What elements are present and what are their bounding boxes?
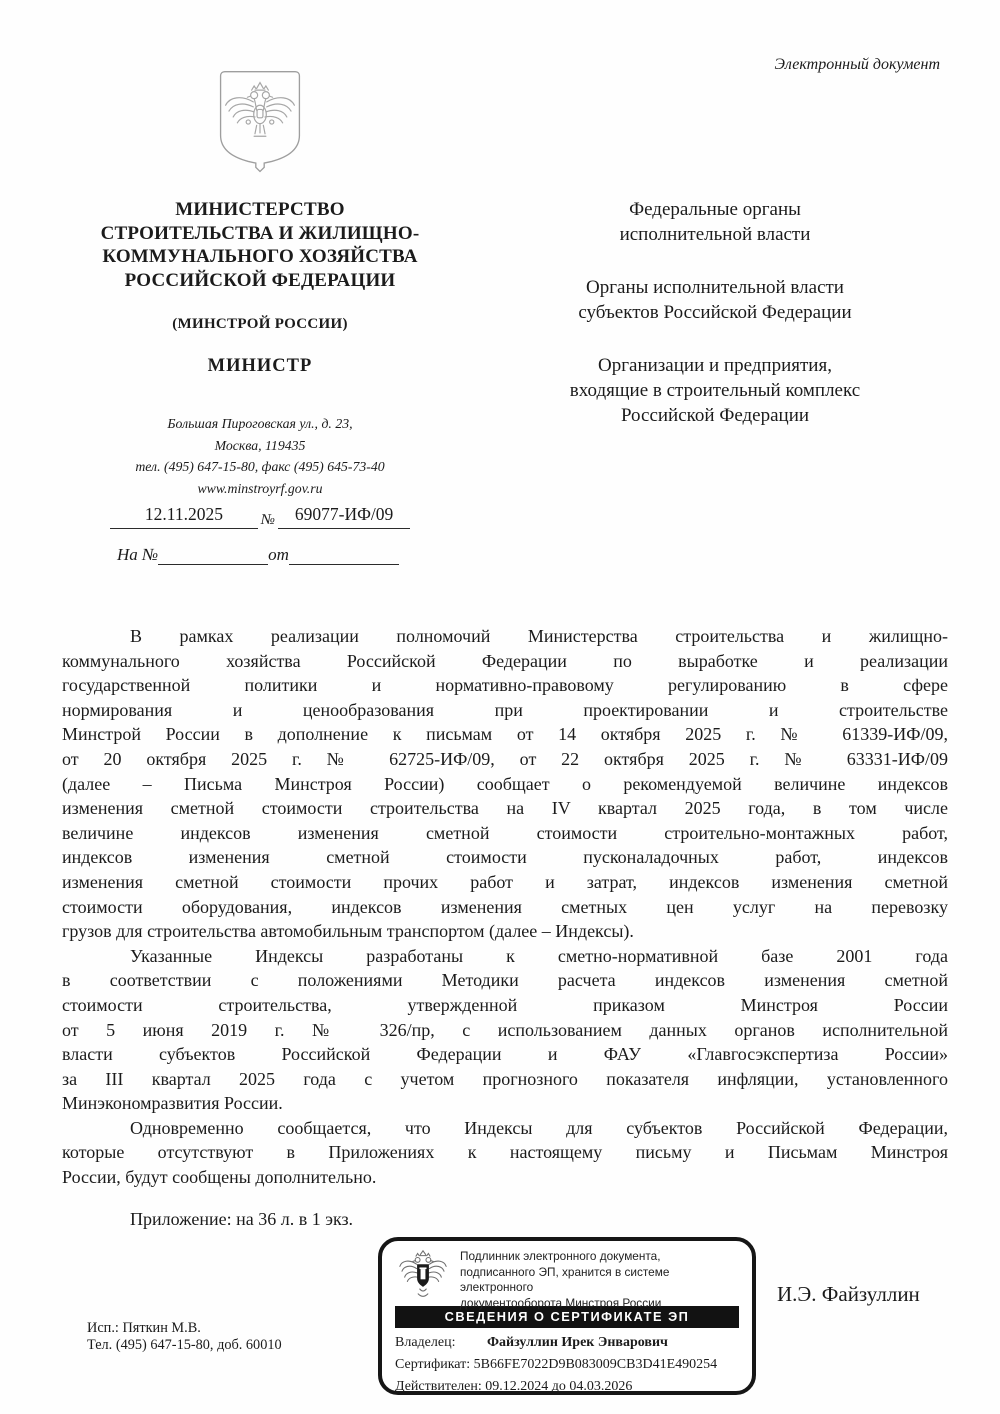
certificate-owner-row [395, 1332, 739, 1354]
ministry-short-name: (МИНСТРОЙ РОССИИ) [172, 316, 348, 332]
body-line: которые отсутствуют в Приложениях к настоящему письму и Письмам Минстроя [62, 1142, 948, 1163]
address-line: Москва, 119435 [214, 437, 306, 453]
stamp-eagle-icon [395, 1247, 451, 1303]
letter-body [62, 624, 948, 1190]
signatory-name: И.Э. Файзуллин [777, 1282, 920, 1306]
body-line: в соответствии с положениями Методики расчета индексов изменения сметной [62, 970, 948, 991]
reply-from-label: от [268, 545, 289, 564]
body-line: (далее – Письма Минстроя России) сообщает о рекомендуемой величине индексов [62, 773, 948, 794]
recipient-regional-bodies [490, 275, 940, 325]
sender-address [95, 413, 425, 499]
certificate-validity-row [395, 1376, 739, 1398]
body-line: стоимости строительства, утвержденной приказом Минстроя России [62, 994, 948, 1015]
body-line: от 5 июня 2019 г. № 326/пр, с использованием данных органов исполнительной [62, 1019, 948, 1040]
recipient-organizations [490, 353, 940, 428]
sender-header [95, 70, 425, 565]
stamp-text-line: Подлинник электронного документа, [460, 1249, 661, 1263]
stamp-text-line: подписанного ЭП, хранится в системе электронного [460, 1264, 670, 1294]
certificate-value: 5B66FE7022D9B083009CB3D41E490254 [473, 1357, 718, 1372]
ministry-name-line: МИНИСТЕРСТВО [175, 199, 345, 220]
body-line: от 20 октября 2025 г. № 62725-ИФ/09, от 22 октября 2025 г. № 63331-ИФ/09 [62, 748, 948, 769]
attachment-note: Приложение: на 36 л. в 1 экз. [130, 1209, 354, 1229]
stamp-header [395, 1247, 739, 1310]
paragraph-3 [62, 1116, 948, 1190]
registration-line [95, 504, 425, 529]
recipient-line: Российской Федерации [620, 405, 810, 426]
executor-name: Исп.: Пяткин М.В. [87, 1320, 201, 1336]
ministry-name [95, 198, 425, 292]
body-line: коммунального хозяйства Российской Федерации по выработке и реализации [62, 650, 948, 671]
registration-number: 69077-ИФ/09 [278, 504, 410, 529]
number-sign: № [260, 512, 276, 528]
recipient-line: исполнительной власти [619, 224, 811, 245]
recipient-line: входящие в строительный комплекс [569, 380, 861, 401]
stamp-text-line: документооборота Минстроя России [460, 1295, 662, 1310]
body-line: Указанные Индексы разработаны к сметно-нормативной базе 2001 года [130, 945, 948, 966]
body-line: нормирования и ценообразования при проектировании и строительстве [62, 699, 948, 720]
body-line: стоимости оборудования, индексов изменения сметных цен услуг на перевозку [62, 896, 948, 917]
owner-label: Владелец: [395, 1335, 456, 1350]
body-line: величине индексов изменения сметной стоимости строительно-монтажных работ, [62, 822, 948, 843]
executor-phone: Тел. (495) 647-15-80, доб. 60010 [87, 1336, 282, 1353]
address-line: Большая Пироговская ул., д. 23, [167, 416, 353, 431]
body-line: Минстрой России в дополнение к письмам от 14 октября 2025 г. № 61339-ИФ/09, [62, 724, 948, 745]
reply-number-blank [158, 546, 268, 565]
body-line: изменения сметной стоимости прочих работ и затрат, индексов изменения сметной [62, 871, 948, 892]
paragraph-1 [62, 624, 948, 944]
body-line: за III квартал 2025 года с учетом прогнозного показателя инфляции, установленного [62, 1068, 948, 1089]
recipients [490, 197, 940, 428]
recipient-line: субъектов Российской Федерации [578, 302, 852, 323]
e-signature-stamp [378, 1237, 756, 1395]
body-line: В рамках реализации полномочий Министерства строительства и жилищно- [130, 626, 948, 646]
electronic-document-label: Электронный документ [774, 56, 940, 73]
address-line: www.minstroyrf.gov.ru [197, 480, 323, 496]
body-line: государственной политики и нормативно-правовому регулированию в сфере [62, 675, 948, 696]
ministry-name-line: СТРОИТЕЛЬСТВА И ЖИЛИЩНО- [100, 222, 420, 244]
owner-name: Файзуллин Ирек Энварович [487, 1335, 668, 1350]
recipient-federal-bodies [490, 197, 940, 247]
ministry-name-line: КОММУНАЛЬНОГО ХОЗЯЙСТВА [102, 246, 418, 267]
coat-of-arms-icon [216, 70, 304, 174]
executor-footer [87, 1320, 282, 1353]
reply-date-blank [289, 546, 399, 565]
body-line: Одновременно сообщается, что Индексы для субъектов Российской Федерации, [130, 1117, 948, 1138]
recipient-line: Организации и предприятия, [598, 355, 832, 376]
position-title: МИНИСТР [207, 356, 313, 376]
stamp-authenticity-text [460, 1247, 739, 1311]
body-line: власти субъектов Российской Федерации и ФАУ «Главгосэкспертиза России» [62, 1044, 948, 1065]
reply-label: На № [117, 545, 159, 564]
certificate-details [395, 1332, 739, 1398]
body-line: грузов для строительства автомобильным транспортом (далее – Индексы). [62, 921, 634, 942]
ministry-name-line: РОССИЙСКОЙ ФЕДЕРАЦИИ [124, 269, 396, 291]
registration-date: 12.11.2025 [110, 504, 258, 529]
certificate-label: Сертификат: [395, 1357, 471, 1372]
body-line: изменения сметной стоимости строительства на IV квартал 2025 года, в том числе [62, 798, 948, 819]
body-line: Минэкономразвития России. [62, 1093, 283, 1114]
paragraph-2 [62, 944, 948, 1116]
certificate-info-bar: СВЕДЕНИЯ О СЕРТИФИКАТЕ ЭП [395, 1306, 739, 1328]
body-line: России, будут сообщены дополнительно. [62, 1167, 377, 1188]
body-line: индексов изменения сметной стоимости пусконаладочных работ, индексов [62, 847, 948, 868]
validity-label: Действителен: [395, 1379, 482, 1394]
validity-value: 09.12.2024 до 04.03.2026 [485, 1379, 633, 1394]
reply-reference-line [95, 545, 425, 565]
certificate-number-row [395, 1354, 739, 1376]
recipient-line: Органы исполнительной власти [586, 277, 844, 298]
recipient-line: Федеральные органы [629, 199, 801, 220]
address-line: тел. (495) 647-15-80, факс (495) 645-73-40 [135, 459, 385, 474]
